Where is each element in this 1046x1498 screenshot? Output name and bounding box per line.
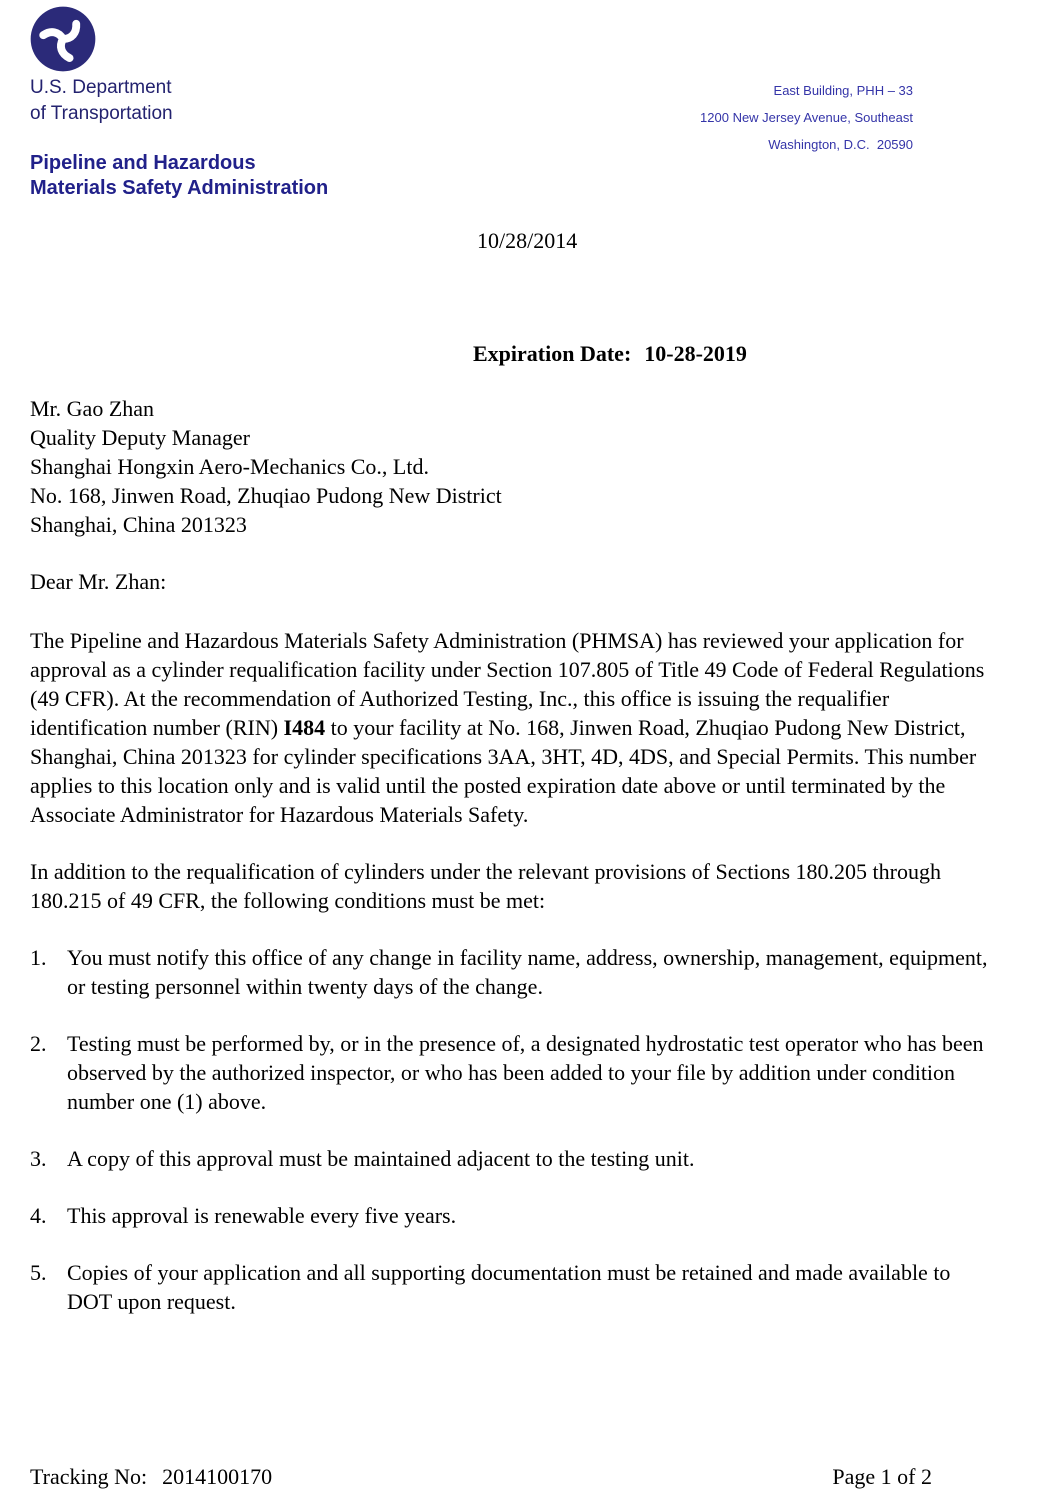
letter-date: 10/28/2014: [477, 228, 578, 253]
recipient-street: No. 168, Jinwen Road, Zhuqiao Pudong New District: [30, 483, 502, 508]
agency-address-line: 1200 New Jersey Avenue, Southeast: [700, 110, 913, 125]
paragraph-1: [30, 626, 998, 829]
letter-body: [30, 626, 998, 1344]
agency-address-line: East Building, PHH – 33: [773, 83, 913, 98]
paragraph-1-before-rin: The Pipeline and Hazardous Materials Safety Administration (PHMSA) has reviewed your application for approval as a cylinder requalification facility under Section 107.805 of Title 49 Code of Federal Regulations (49 CFR). At the recommendation of Authorized Testing, Inc., this office is issuing the requalifier identification number (RIN): [30, 628, 985, 740]
condition-item: [30, 1258, 998, 1316]
condition-item: [30, 1201, 998, 1230]
condition-text: This approval is renewable every five years.: [67, 1203, 457, 1228]
condition-item: [30, 1144, 998, 1173]
tracking-number: 2014100170: [162, 1464, 273, 1489]
salutation: Dear Mr. Zhan:: [30, 569, 167, 594]
page-footer: [30, 1462, 932, 1491]
expiration-label: Expiration Date:: [473, 341, 632, 366]
condition-item: [30, 943, 998, 1001]
recipient-address-block: [30, 394, 502, 539]
condition-text: You must notify this office of any change in facility name, address, ownership, management, equipment, or testing personnel within twenty days of the change.: [67, 945, 988, 999]
paragraph-1-after-rin: to your facility at No. 168, Jinwen Road, Zhuqiao Pudong New District, Shanghai, China 201323 for cylinder specifications 3AA, 3HT, 4D, 4DS, and Special Permits. This number applies to this location only and is valid until the posted expiration date above or until terminated by the Associate Administrator for Hazardous Materials Safety.: [30, 715, 977, 827]
recipient-company: Shanghai Hongxin Aero-Mechanics Co., Ltd.: [30, 454, 429, 479]
recipient-name: Mr. Gao Zhan: [30, 396, 155, 421]
administration-title: [30, 151, 328, 201]
condition-number: 2.: [30, 1031, 47, 1056]
page-number: Page 1 of 2: [832, 1464, 932, 1489]
condition-text: Testing must be performed by, or in the presence of, a designated hydrostatic test operator who has been observed by the authorized inspector, or who has been added to your file by addition under condition number one (1) above.: [67, 1031, 984, 1114]
recipient-city: Shanghai, China 201323: [30, 512, 247, 537]
department-title-line1: U.S. Department: [30, 77, 172, 98]
department-title-line2: of Transportation: [30, 103, 173, 124]
agency-address-block: [700, 77, 913, 158]
administration-title-line2: Materials Safety Administration: [30, 177, 329, 199]
paragraph-2: In addition to the requalification of cylinders under the relevant provisions of Sections 180.205 through 180.215 of 49 CFR, the following conditions must be met:: [30, 859, 941, 913]
tracking-number-line: [30, 1462, 272, 1491]
expiration-line: [473, 339, 747, 368]
condition-text: Copies of your application and all supporting documentation must be retained and made available to DOT upon request.: [67, 1260, 951, 1314]
condition-number: 1.: [30, 945, 47, 970]
department-title: [30, 75, 173, 127]
recipient-title: Quality Deputy Manager: [30, 425, 250, 450]
administration-title-line1: Pipeline and Hazardous: [30, 152, 256, 174]
us-dot-triskelion-logo-icon: [30, 6, 96, 72]
condition-item: [30, 1029, 998, 1116]
condition-number: 5.: [30, 1260, 47, 1285]
rin-number: I484: [283, 715, 326, 740]
condition-number: 4.: [30, 1203, 47, 1228]
condition-text: A copy of this approval must be maintained adjacent to the testing unit.: [67, 1146, 695, 1171]
tracking-label: Tracking No:: [30, 1464, 148, 1489]
expiration-date: 10-28-2019: [644, 341, 747, 366]
condition-number: 3.: [30, 1146, 47, 1171]
agency-address-line: Washington, D.C. 20590: [768, 137, 913, 152]
